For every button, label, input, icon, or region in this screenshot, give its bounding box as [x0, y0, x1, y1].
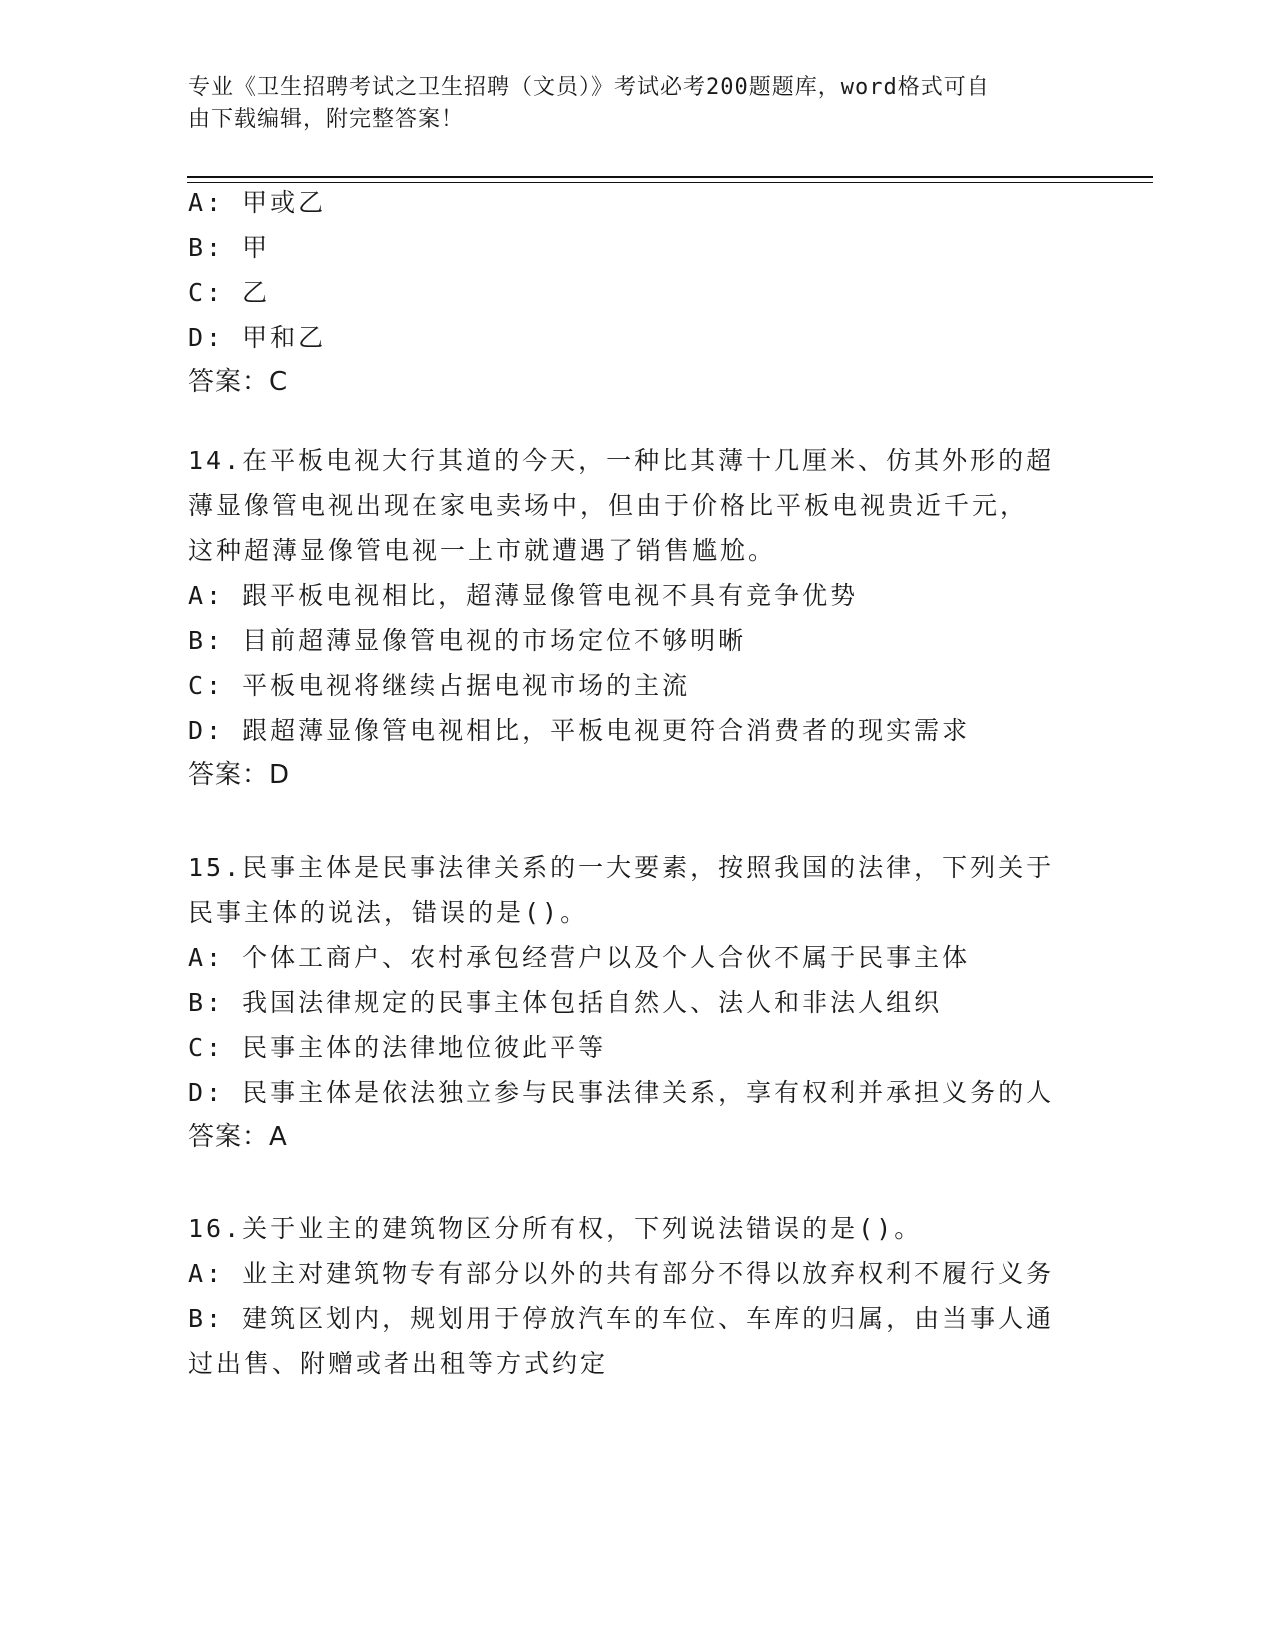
question-stem-line: 民事主体的说法，错误的是()。: [188, 898, 589, 927]
option-a: A: 个体工商户、农村承包经营户以及个人合伙不属于民事主体: [188, 943, 971, 972]
header-line-2: 由下载编辑，附完整答案！: [188, 107, 465, 132]
answer-line: 答案：D: [188, 760, 291, 790]
option-b: B: 我国法律规定的民事主体包括自然人、法人和非法人组织: [188, 988, 943, 1017]
option-b: B: 目前超薄显像管电视的市场定位不够明晰: [188, 626, 747, 655]
question-stem-line: 这种超薄显像管电视一上市就遭遇了销售尴尬。: [188, 536, 777, 565]
question-16-block: [188, 1206, 1088, 1386]
option-b: B: 建筑区划内，规划用于停放汽车的车位、车库的归属，由当事人通: [188, 1304, 1055, 1333]
option-d: D: 民事主体是依法独立参与民事法律关系，享有权利并承担义务的人: [188, 1078, 1055, 1107]
document-header: [188, 72, 1068, 136]
question-stem-line: 薄显像管电视出现在家电卖场中，但由于价格比平板电视贵近千元，: [188, 491, 1029, 520]
header-line-1: 专业《卫生招聘考试之卫生招聘（文员）》考试必考200题题库，word格式可自: [188, 75, 990, 100]
option-a: A: 甲或乙: [188, 188, 327, 217]
option-a: A: 跟平板电视相比，超薄显像管电视不具有竞争优势: [188, 581, 859, 610]
question-15-block: [188, 845, 1088, 1160]
option-d: D: 甲和乙: [188, 323, 327, 352]
question-14-block: [188, 438, 1088, 798]
question-stem-line: 14.在平板电视大行其道的今天，一种比其薄十几厘米、仿其外形的超: [188, 446, 1055, 475]
question-stem-line: 16.关于业主的建筑物区分所有权，下列说法错误的是()。: [188, 1214, 923, 1243]
option-a: A: 业主对建筑物专有部分以外的共有部分不得以放弃权利不履行义务: [188, 1259, 1055, 1288]
answer-line: 答案：A: [188, 1122, 288, 1152]
header-divider-thick: [187, 176, 1153, 178]
option-b-continued: 过出售、附赠或者出租等方式约定: [188, 1349, 609, 1378]
question-stem-line: 15.民事主体是民事法律关系的一大要素，按照我国的法律，下列关于: [188, 853, 1055, 882]
option-c: C: 民事主体的法律地位彼此平等: [188, 1033, 607, 1062]
option-c: C: 乙: [188, 278, 271, 307]
option-b: B: 甲: [188, 233, 271, 262]
option-d: D: 跟超薄显像管电视相比，平板电视更符合消费者的现实需求: [188, 716, 971, 745]
option-c: C: 平板电视将继续占据电视市场的主流: [188, 671, 691, 700]
question-13-block: [188, 180, 1088, 405]
answer-line: 答案：C: [188, 367, 289, 397]
